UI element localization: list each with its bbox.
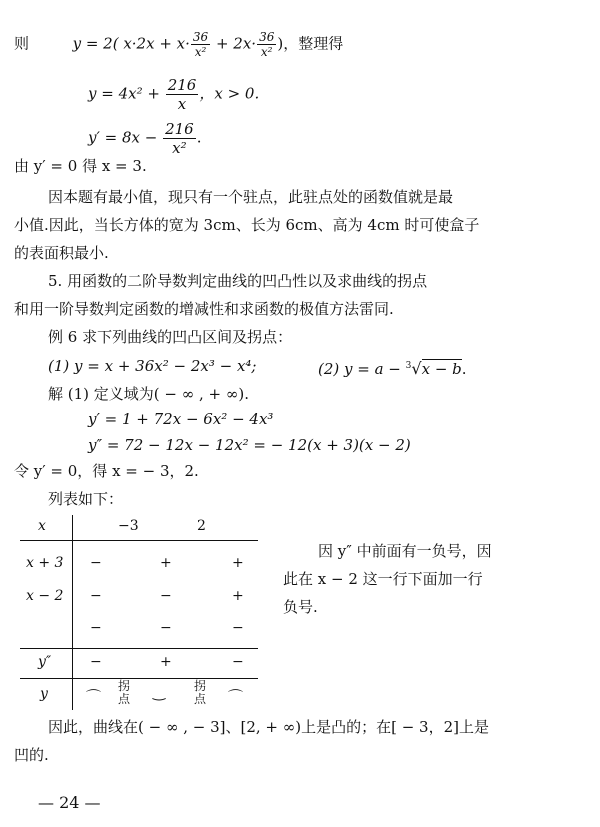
table-row-label: y [40, 686, 48, 702]
equation-line [88, 76, 259, 113]
table-rule [20, 648, 258, 649]
convex-shape-icon: ⌒ [228, 688, 244, 706]
fraction: $\frac{216}{x}$ [167, 76, 197, 113]
equation-part: ，x > 0. [199, 84, 260, 103]
side-note: 此在 x − 2 这一行下面加一行 [283, 570, 483, 588]
table-row-label: x − 2 [26, 588, 64, 604]
text-line: 5. 用函数的二阶导数判定曲线的凹凸性以及求曲线的拐点 [48, 272, 428, 290]
table-cell: − [160, 620, 172, 636]
text-line: 由 y′ = 0 得 x = 3. [14, 157, 147, 175]
equation-part: (2) y = a − [318, 360, 406, 378]
text-line: 因本题有最小值，现只有一个驻点，此驻点处的函数值就是最 [48, 188, 454, 206]
table-rule [72, 515, 73, 710]
convex-shape-icon: ⌒ [86, 688, 102, 706]
example-title: 例 6 求下列曲线的凹凸区间及拐点： [48, 328, 293, 346]
equation-part: + 2x· [211, 34, 257, 53]
text-line: 和用一阶导数判定函数的增减性和求函数的极值方法雷同. [14, 300, 394, 318]
equation-line [88, 120, 202, 157]
equation-part: . [196, 128, 202, 147]
radical-sign: √ [411, 359, 422, 378]
table-cell: − [232, 654, 244, 670]
table-rule [20, 678, 258, 679]
example-part-1: (1) y = x + 36x² − 2x³ − x⁴; [48, 357, 257, 375]
table-cell: − [90, 654, 102, 670]
text-line: 小值.因此，当长方体的宽为 3cm、长为 6cm、高为 4cm 时可使盒子 [14, 216, 480, 234]
table-cell: + [160, 555, 172, 571]
derivative-1: y′ = 1 + 72x − 6x² − 4x³ [88, 410, 274, 428]
text-line: 的表面积最小. [14, 244, 109, 262]
table-cell: + [232, 588, 244, 604]
inflection-label: 拐点 [193, 679, 206, 706]
table-cell: − [160, 588, 172, 604]
fraction: $\frac{216}{\text{x²}}$ [165, 120, 194, 157]
equation-part: )，整理得 [277, 34, 344, 53]
table-header-cell: −3 [118, 518, 139, 534]
inflection-label: 拐点 [117, 679, 130, 706]
equation-part: y′ = 8x − [88, 128, 163, 147]
table-cell: + [232, 555, 244, 571]
fraction: $\frac{36}{\text{x²}}$ [192, 30, 209, 59]
table-row-label: y″ [38, 654, 52, 670]
table-cell: − [90, 588, 102, 604]
side-note: 负号. [283, 598, 318, 616]
table-cell: − [90, 555, 102, 571]
equation-part: . [461, 360, 467, 378]
page-number: — 24 — [38, 793, 101, 812]
table-cell: − [90, 620, 102, 636]
table-cell: + [160, 654, 172, 670]
table-row-label: x + 3 [26, 555, 64, 571]
table-rule [20, 540, 258, 541]
solution-line: 解 (1) 定义域为( − ∞ , + ∞). [48, 385, 249, 403]
root-index: 3 [405, 361, 412, 371]
conclusion-line: 凹的. [14, 746, 49, 764]
table-header-cell: 2 [197, 518, 206, 534]
radicand: x − b [421, 360, 462, 378]
table-cell: − [232, 620, 244, 636]
conclusion-line: 因此，曲线在( − ∞ , − 3]、[2, + ∞)上是凸的；在[ − 3，2]上是 [48, 718, 490, 736]
example-part-2 [318, 355, 467, 380]
table-header-label: x [38, 518, 46, 534]
prefix: 则 [14, 34, 30, 53]
side-note: 因 y″ 中前面有一负号，因 [318, 542, 492, 560]
text-line: 令 y′ = 0，得 x = − 3，2. [14, 462, 199, 480]
fraction: $\frac{36}{\text{x²}}$ [259, 30, 275, 59]
concave-shape-icon: ‿ [153, 683, 166, 701]
equation-part: y = 2( x·2x + x· [72, 34, 190, 53]
derivative-2: y″ = 72 − 12x − 12x² = − 12(x + 3)(x − 2) [88, 436, 411, 454]
equation-part: y = 4x² + [88, 84, 165, 103]
text-line [14, 30, 343, 59]
text-line: 列表如下： [48, 490, 124, 508]
